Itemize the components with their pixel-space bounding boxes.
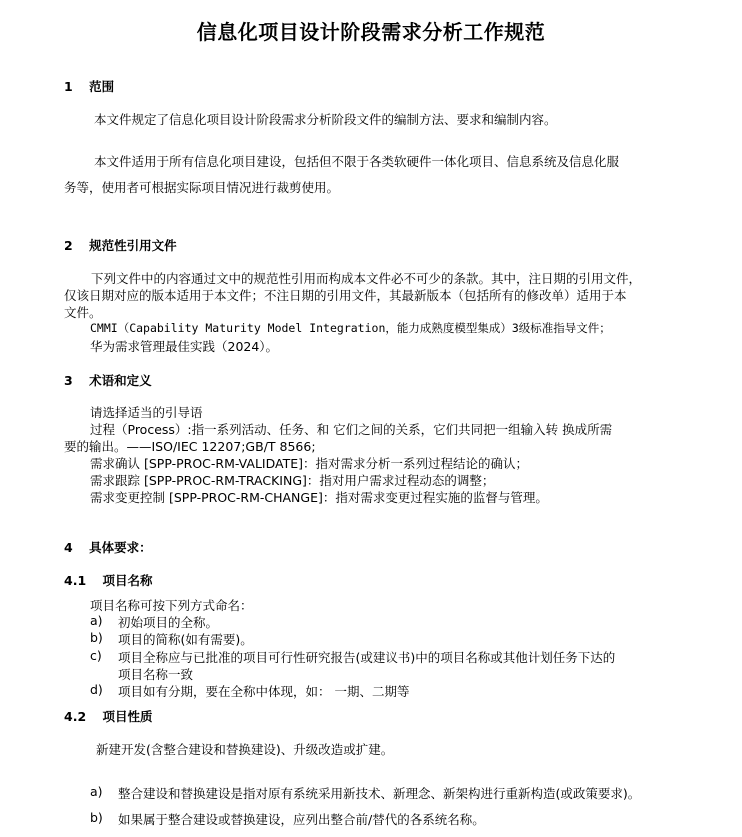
paragraph: 本文件适用于所有信息化项目建设，包括但不限于各类软硬件一体化项目、信息系统及信息化服 xyxy=(94,154,620,169)
section-1-heading xyxy=(64,77,114,95)
list-item-text: 如果属于整合建设或替换建设，应列出整合前/替代的各系统名称。 xyxy=(118,812,485,827)
section-title: 具体要求： xyxy=(89,540,152,555)
section-number: 3 xyxy=(64,373,73,388)
list-item xyxy=(90,810,103,825)
subsection-4-1-heading xyxy=(64,571,153,589)
section-number: 4 xyxy=(64,540,73,555)
reference-item: CMMI（Capability Maturity Model Integration，能力成熟度模型集成）3级标准指导文件； xyxy=(90,321,611,335)
term-definition: 要的输出。——ISO/IEC 12207;GB/T 8566; xyxy=(64,439,316,454)
list-marker: d) xyxy=(90,682,103,697)
list-item xyxy=(90,784,103,799)
list-item-text: 项目名称一致 xyxy=(118,667,194,682)
section-4-heading xyxy=(64,538,152,556)
list-item-text: 项目如有分期，要在全称中体现，如： 一期、二期等 xyxy=(118,684,410,699)
section-number: 2 xyxy=(64,238,73,253)
list-item-text: 整合建设和替换建设是指对原有系统采用新技术、新理念、新架构进行重新构造(或政策要求)。 xyxy=(118,786,641,801)
paragraph: 本文件规定了信息化项目设计阶段需求分析阶段文件的编制方法、要求和编制内容。 xyxy=(94,112,557,127)
paragraph: 项目名称可按下列方式命名： xyxy=(90,598,253,613)
list-item xyxy=(90,682,103,697)
subsection-4-2-heading xyxy=(64,707,153,725)
list-item-text: 项目的简称(如有需要)。 xyxy=(118,632,253,647)
paragraph: 下列文件中的内容通过文中的规范性引用而构成本文件必不可少的条款。其中，注日期的引用文件， xyxy=(91,271,642,286)
list-marker: c) xyxy=(90,648,102,663)
list-item xyxy=(90,613,103,628)
list-item xyxy=(90,648,102,663)
subsection-number: 4.2 xyxy=(64,709,87,724)
section-3-heading xyxy=(64,371,152,389)
list-item-text: 项目全称应与已批准的项目可行性研究报告(或建议书)中的项目名称或其他计划任务下达的 xyxy=(118,650,616,665)
list-marker: b) xyxy=(90,630,103,645)
paragraph: 文件。 xyxy=(64,305,102,320)
term-definition: 需求确认 [SPP-PROC-RM-VALIDATE]：指对需求分析一系列过程结论的确认； xyxy=(90,456,528,471)
subsection-number: 4.1 xyxy=(64,573,87,588)
subsection-title: 项目名称 xyxy=(102,573,153,588)
section-number: 1 xyxy=(64,79,73,94)
list-marker: a) xyxy=(90,613,103,628)
subsection-title: 项目性质 xyxy=(102,709,153,724)
section-title: 规范性引用文件 xyxy=(89,238,177,253)
guidance-text: 请选择适当的引导语 xyxy=(90,405,203,420)
term-definition: 过程（Process）:指一系列活动、任务、和 它们之间的关系，它们共同把一组输入转 换成所需 xyxy=(90,422,613,437)
paragraph: 仅该日期对应的版本适用于本文件；不注日期的引用文件，其最新版本（包括所有的修改单）适用于本 xyxy=(64,288,627,303)
term-definition: 需求跟踪 [SPP-PROC-RM-TRACKING]：指对用户需求过程动态的调整； xyxy=(90,473,495,488)
section-title: 术语和定义 xyxy=(89,373,152,388)
paragraph: 务等，使用者可根据实际项目情况进行裁剪使用。 xyxy=(64,180,340,195)
list-item xyxy=(90,630,103,645)
list-marker: a) xyxy=(90,784,103,799)
reference-item: 华为需求管理最佳实践（2024）。 xyxy=(90,339,279,354)
section-title: 范围 xyxy=(89,79,115,94)
section-2-heading xyxy=(64,236,177,254)
list-item-text: 初始项目的全称。 xyxy=(118,615,219,630)
list-marker: b) xyxy=(90,810,103,825)
term-definition: 需求变更控制 [SPP-PROC-RM-CHANGE]：指对需求变更过程实施的监督与管理。 xyxy=(90,490,548,505)
paragraph: 新建开发(含整合建设和替换建设)、升级改造或扩建。 xyxy=(96,742,394,757)
document-title: 信息化项目设计阶段需求分析工作规范 xyxy=(196,20,546,44)
